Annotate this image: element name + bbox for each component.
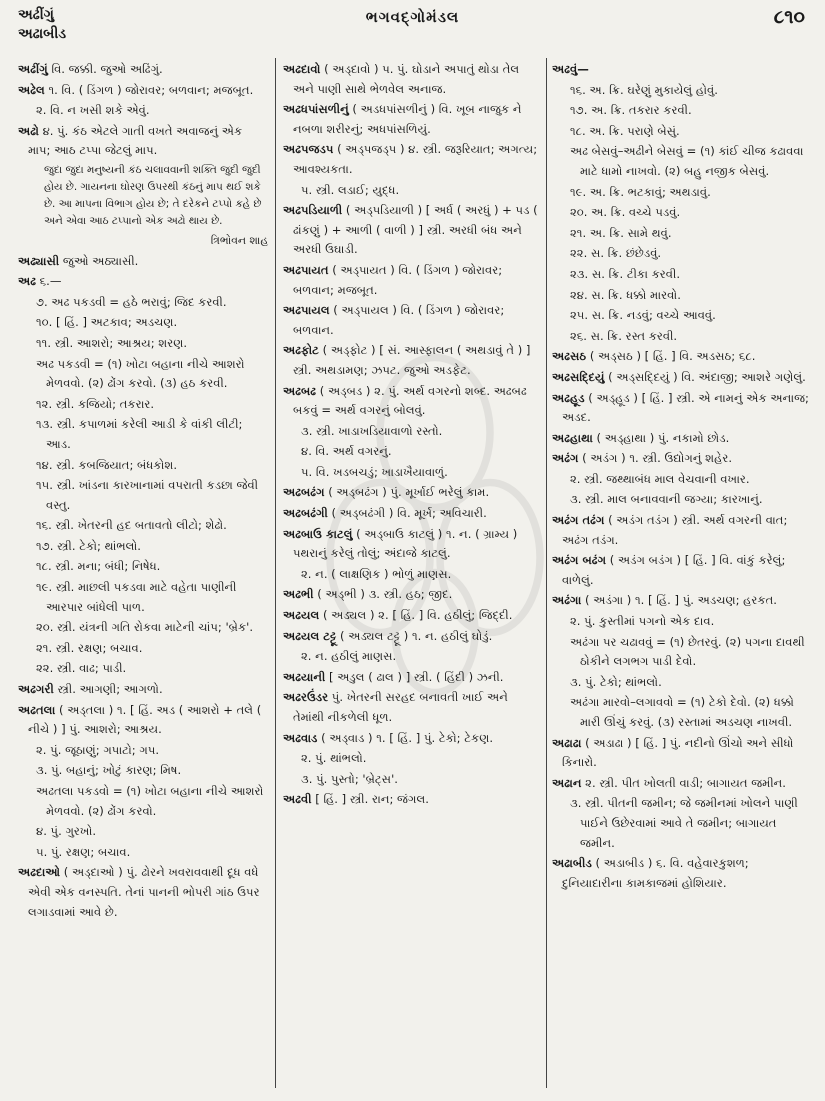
dictionary-entry: અઢદાઓ ( અડ્દાઓ ) પું. ઢોરને ખવરાવવાથી દૂધ વધે એવી એક વનસ્પતિ. તેનાં પાનની ભોપરી ગાંઠ ઉપર લગાડવામાં આવે છે. (18, 865, 260, 919)
entry-sense: ૧૫. સ્ત્રી. ખાંડના કારખાનામાં વપરાતી કડછા જેવી વસ્તુ. (36, 478, 259, 512)
dictionary-entry: અઢતલા ( અડ્તલા ) ૧. [ હિં. અડ ( આશરો + તલે ( નીચે ) ] પું. આશરો; આશ્રય. (18, 702, 262, 737)
entry-sense: ૨૫. સ. ક્રિ. નડવું; વચ્ચે આવવું. (570, 308, 716, 323)
headword: અઢદાવો (283, 62, 321, 76)
running-head: ભગવદ્ગોમંડલ (365, 8, 460, 26)
entry-sense: ૧૭. સ્ત્રી. ટેકો; થાંભલો. (36, 538, 141, 553)
dictionary-entry: અઢયલ ( અડ્યલ ) ૨. [ હિં. ] વિ. હઠીલું; જિદ્દી. (283, 608, 513, 623)
dictionary-entry: અઢપડિયાળી ( અડ્પડિયાળી ) [ અર્ધ ( અરધું ) + પડ ( ઢાંકણું ) + આળી ( વાળી ) ] સ્ત્રી. અરધી બંધ અને અરધી ઉઘાડી. (283, 203, 538, 257)
entry-sense: ૨૦. સ્ત્રી. યંત્રની ગતિ રોકવા માટેની ચાંપ; 'બ્રેક'. (36, 620, 254, 635)
headword: અઢદાઓ (18, 865, 61, 880)
dictionary-entry: અઢહૂડ ( અડ્હૂડ ) [ હિં. ] સ્ત્રી. એ નામનું એક અનાજ; અડદ. (552, 390, 809, 425)
dictionary-entry: અઢસદ્દિયું ( અડ્સદ્દિયું ) વિ. અંદાજી; આશરે ગણેલું. (552, 369, 806, 384)
headword: અઢવી (283, 792, 312, 807)
dictionary-entry: અઢંગ બઢંગ ( અડંગ બડંગ ) [ હિં. ] વિ. વાંકું કરેલું; વાળેલું. (552, 553, 786, 587)
entry-sense: ૧૭. અ. ક્રિ. તકરાર કરવી. (570, 103, 692, 118)
headword: અઢેલ (18, 82, 45, 97)
entry-sense: ૧૨. સ્ત્રી. કજિયો; તકરાર. (36, 396, 155, 411)
headword: અઢવાડ (283, 730, 318, 745)
entry-sense: ૧૯. અ. ક્રિ. ભટકાવું; અથડાવું. (570, 184, 711, 199)
headword: અઢયલ (283, 608, 320, 623)
dictionary-entry: અઢાન ૨. સ્ત્રી. પીત ખોલતી વાડી; બાગાયત જમીન. (552, 775, 786, 790)
dictionary-entry: અઢબાઉ કાટલું ( અડ્બાઉ કાટલું ) ૧. ન. ( ગ્રામ્ય ) પથરાનું કરેલું તોલું; અંદાજે કાટલું. (283, 526, 518, 561)
entry-sense: ૨. ન. હઠીલું માણસ. (301, 649, 397, 664)
headword: અઢપજડપ (283, 142, 334, 157)
dictionary-entry: અઢપજડપ ( અડ્પજડ્પ ) ૪. સ્ત્રી. જરૂરિયાત; અગત્ય; આવશ્યકતા. (283, 142, 538, 176)
entry-sense: ૨૪. સ. ક્રિ. ધક્કો મારવો. (570, 287, 681, 302)
entry-sense: ૧૬. સ્ત્રી. ખેતરની હદ બતાવતો લીટો; શેઢો. (36, 518, 227, 533)
dictionary-entry: અઢવાડ ( અડ્વાડ ) ૧. [ હિં. ] પું. ટેકો; ટેકણ. (283, 730, 493, 745)
dictionary-entry (552, 60, 810, 80)
dictionary-entry: અઢગરી સ્ત્રી. આગણી; આગળો. (18, 682, 163, 697)
headword: અઢતલા (18, 702, 56, 717)
entry-sense: ૧૪. સ્ત્રી. કબજિયાત; બંધકોશ. (36, 457, 178, 472)
entry-sense: ૨૩. સ. ક્રિ. ટીકા કરવી. (570, 266, 681, 281)
entry-sense: ૨. વિ. ન ખસી શકે એવું. (36, 103, 150, 118)
headword: અઢંગ બઢંગ (552, 553, 607, 568)
page-number: ૮૧૦ (773, 6, 805, 28)
dictionary-entry: અઢંગ ( અડંગ ) ૧. સ્ત્રી. ઉદ્યોગનું શહેર. (552, 451, 733, 466)
dictionary-entry: અઢેલ ૧. વિ. ( ડિંગળ ) જોરાવર; બળવાન; મજબૂત. (18, 82, 254, 97)
headword: અઢપાયલ (283, 303, 330, 318)
dictionary-entry: અઢરઉંડર પું. ખેતરની સરહદ બનાવતી ખાઈ અને તેમાંથી નીકળેલી ધૂળ. (283, 690, 508, 724)
entry-sense: ૩. પું. ટેકો; થાંભલો. (570, 674, 662, 689)
headword: અઢપડિયાળી (283, 203, 343, 218)
headword: અઢયાની (283, 669, 326, 684)
guide-word-last: અઢાબીડ (18, 26, 67, 42)
entry-sense: ૨. પું. થાંભલો. (301, 751, 367, 766)
dictionary-entry: અઢભી ( અડ્ભી ) ૩. સ્ત્રી. હઠ; જીદ. (283, 587, 453, 602)
dictionary-entry: અઢધપાંસળીનું ( અડધપાંસળીનું ) વિ. ખૂબ નાજુક ને નબળા શરીરનું; અધપાંસળિયું. (283, 102, 522, 136)
column-1 (18, 60, 268, 923)
entry-sense: ૨૧. અ. ક્રિ. સામે થવું. (570, 225, 672, 240)
entry-sense: અઢંગા પર ચઢાવવું = (૧) છેતરવું. (૨) પગના દાવથી ઠોકીને લગભગ પાડી દેવો. (570, 634, 805, 669)
entry-sense: ૨. ન. ( લાક્ષણિક ) ભોળું માણસ. (301, 566, 452, 581)
dictionary-entry: અઢસઠ ( અડ્સઠ ) [ હિં. ] વિ. અડસઠ; ૬૮. (552, 349, 756, 364)
entry-sense: ૨. સ્ત્રી. જથ્થાબંધ માલ વેચવાની વખાર. (570, 471, 750, 486)
entry-sense: ૩. પું. બહાનું; ખોટું કારણ; મિષ. (36, 763, 182, 778)
headword: અઢયલ ટટ્ટૂ (283, 628, 337, 643)
headword: અઢભી (283, 587, 314, 602)
headword: અઢંગ (552, 451, 579, 466)
headword: અઢાઢા (552, 735, 582, 750)
dictionary-entry: અઢીંગું વિ. જક્કી. જુઓ અઢિંગું. (18, 62, 163, 76)
entry-sense: ૫. પું. રક્ષણ; બચાવ. (36, 844, 131, 859)
entry-sense: ૧૯. સ્ત્રી. માછલી પકડવા માટે વહેતા પાણીની આરપાર બાંધેલી પાળ. (36, 580, 237, 614)
entry-sense: ૨. પું. જૂઠાણું; ગપાટો; ગપ. (36, 742, 160, 757)
headword: અઢ્યાસી (18, 253, 60, 268)
entry-sense: ૩. સ્ત્રી. ખાડાખડિયાવાળો રસ્તો. (301, 423, 443, 438)
headword: અઢબાઉ કાટલું (283, 526, 353, 541)
entry-author: ત્રિભોવન શાહ (210, 233, 268, 247)
entry-sense: ૧૮. અ. ક્રિ. પરાણે બેસું. (570, 123, 680, 138)
dictionary-entry: અઢાબીડ ( અડાબીડ ) ૬. વિ. વહેવારકુશળ; દુનિયાદારીના કામકાજમાં હોશિયાર. (552, 856, 749, 890)
entry-sense: ૧૩. સ્ત્રી. કપાળમાં કરેલી આડી કે વાંકી લીટી; આડ. (36, 417, 243, 451)
entry-sense: ૨૧. સ્ત્રી. રક્ષણ; બચાવ. (36, 640, 143, 655)
dictionary-entry: અઢાઢા ( અડાઢા ) [ હિં. ] પું. નદીનો ઊંચો અને સીધો કિનારો. (552, 735, 794, 770)
entry-sense: ૭. અઢ પકડવી = હઠે ભરાવું; જિદ કરવી. (36, 294, 227, 309)
headword: અઢપાયત (283, 262, 329, 277)
dictionary-entry: અઢપાયલ ( અડ્પાયલ ) વિ. ( ડિંગળ ) જોરાવર; બળવાન. (283, 303, 505, 337)
headword: અઢાબીડ (552, 856, 592, 871)
entry-sense: પ. વિ. ખડબચડું; ખાડાખૈયાવાળું. (301, 464, 448, 479)
dictionary-entry: અઢફોટ ( અડ્ફોટ ) [ સં. આસ્ફાલન ( અથડાવું તે ) ] સ્ત્રી. અથડામણ; ઝપટ. જુઓ અડફેટ. (283, 343, 531, 377)
entry-sense: ૩. સ્ત્રી. માલ બનાવવાની જગ્યા; કારખાનું. (570, 492, 763, 507)
dictionary-entry: અઢહાથા ( અડ્હાથા ) પું. નકામો છોડ. (552, 430, 730, 445)
dictionary-entry: અઢ ૬.— (18, 274, 62, 289)
headword: અઢબઢંગી (283, 506, 328, 521)
entry-sense: ૪. વિ. અર્થ વગરનું. (301, 444, 392, 459)
entry-sense: અઢ પકડવી = (૧) ખોટા બહાના નીચે આશરો મેળવવો. (૨) ઢોંગ કરવો. (૩) હઠ કરવી. (36, 356, 245, 391)
headword: અઢીંગું (18, 62, 48, 76)
entry-sense: ૧૮. સ્ત્રી. મના; બંધી; નિષેધ. (36, 559, 161, 574)
dictionary-entry: અઢયલ ટટ્ટૂ ( અડ્યલ ટટ્ટૂ ) ૧. ન. હઠીલું ઘોડું. (283, 628, 493, 643)
headword: અઢધપાંસળીનું (283, 102, 349, 117)
dictionary-entry: અઢબઢ ( અડ્બડ ) ૨. પું. અર્થ વગરનો શબ્દ. અઢબઢ બકવું = અર્થ વગરનું બોલવું. (283, 383, 527, 418)
headword: અઢ (18, 274, 36, 289)
headword: અઢસઠ (552, 349, 587, 364)
entry-sense: ૨૬. સ. ક્રિ. રસ્ત કરવી. (570, 328, 678, 343)
entry-sense: ૨. પું. કુસ્તીમાં પગનો એક દાવ. (570, 614, 715, 629)
column-2 (283, 60, 541, 811)
dictionary-entry: અઢદાવો ( અડ્દાવો ) પ. પું. ઘોડાને અપાતું થોડા તેલ અને પાણી સાથે ભેળવેલ અનાજ. (283, 62, 520, 96)
column-rule-1 (275, 58, 276, 1088)
entry-sense: ૨૨. સ્ત્રી. વાઢ; પાડી. (36, 661, 127, 676)
headword: અઢસદ્દિયું (552, 369, 605, 384)
headword: અઢરઉંડર (283, 690, 329, 705)
headword: અઢંગા (552, 593, 582, 608)
headword: અઢો (18, 123, 39, 138)
headword: અઢહાથા (552, 430, 593, 445)
dictionary-entry: અઢયાની [ અડુલ ( ઢાલ ) ] સ્ત્રી. ( હિંદી ) ઝની. (283, 669, 504, 684)
entry-sense: પ. સ્ત્રી. લડાઈ; યુદ્ધ. (301, 182, 400, 197)
dictionary-entry: અઢબઢંગ ( અડ્બઢંગ ) પું. મૂર્ખાઈ ભરેલું કામ. (283, 485, 490, 500)
entry-sense: ૩. પું. પુસ્તો; 'બ્રેટ્સ'. (301, 771, 398, 786)
headword: અઢાન (552, 775, 582, 790)
headword: અઢગરી (18, 682, 54, 697)
headword: અઢહૂડ (552, 390, 585, 405)
guide-word-first: અઢીંગું (18, 7, 54, 23)
entry-sense: જુદા જુદા મનુષ્યની કંઠ ચલાવવાની શક્તિ જુદી જુદી હોય છે. ગાયનના ઘોરણ ઉપરથી કંઠનું માપ થઈ શકે છે. આ માપના વિભાગ હોય છે; તે દરેકને ટપ્પો કહે છે અને એવા આઠ ટપ્પાનો એક અઢો થાય છે. (44, 163, 262, 227)
dictionary-entry: અઢો ૪. પું. કંઠ એટલે ગાતી વખતે અવાજનું એક માપ; આઠ ટપ્પા જેટલું માપ. (18, 123, 243, 158)
entry-sense: અઢ બેસવું–અઢીને બેસવું = (૧) કાંઈ ચીજ કઢાવવા માટે ધામો નાખવો. (૨) બહુ નજીક બેસવું. (570, 144, 804, 178)
dictionary-entry: અઢ્યાસી જુઓ અઠ્યાસી. (18, 253, 139, 268)
entry-sense: ૨૨. સ. ક્રિ. છંછેડવું. (570, 246, 662, 261)
headword: અઢવું— (552, 62, 589, 76)
column-3 (552, 60, 810, 894)
dictionary-entry: અઢવી [ હિં. ] સ્ત્રી. રાન; જંગલ. (283, 792, 429, 807)
entry-sense: ૧૧. સ્ત્રી. આશરો; આશ્રય; શરણ. (36, 335, 188, 350)
headword: અઢફોટ (283, 343, 319, 358)
dictionary-entry: અઢંગ તઢંગ ( અડંગ તડંગ ) સ્ત્રી. અર્થ વગરની વાત; અઢંગ તડંગ. (552, 513, 788, 547)
entry-sense: ૨૦. અ. ક્રિ. વચ્ચે પડવું. (570, 205, 681, 220)
entry-sense: ૧૬. અ. ક્રિ. ઘરેણું મુકાયેલું હોવું. (570, 82, 718, 97)
entry-sense: ૩. સ્ત્રી. પીતની જમીન; જે જમીનમાં ખોલને પાણી પાઈને ઉછેરવામાં આવે તે જમીન; બાગાયત જમીન. (570, 796, 798, 850)
headword: અઢબઢંગ (283, 485, 325, 500)
entry-sense: અઢંગા મારવો–લગાવવો = (૧) ટેકો દેવો. (૨) ધક્કો મારી ઊંચું કરવું. (૩) રસ્તામાં અડચણ નાખવી. (570, 695, 794, 729)
column-rule-2 (546, 58, 547, 1088)
dictionary-entry: અઢબઢંગી ( અડ્બઢંગી ) વિ. મૂર્ખ; અવિચારી. (283, 506, 487, 521)
dictionary-entry: અઢપાયત ( અડ્પાયત ) વિ. ( ડિંગળ ) જોરાવર; બળવાન; મજબૂત. (283, 262, 503, 297)
entry-sense: ૪. પું. ગુરખો. (36, 824, 97, 839)
entry-sense: અઢતલા પકડવો = (૧) ખોટા બહાના નીચે આશરો મેળવવો. (૨) ઢોંગ કરવો. (36, 784, 264, 818)
headword: અઢંગ તઢંગ (552, 513, 605, 528)
dictionary-entry: અઢંગા ( અડંગા ) ૧. [ હિં. ] પું. અડચણ; હરકત. (552, 593, 777, 608)
entry-sense: ૧૦. [ હિં. ] અટકાવ; અડચણ. (36, 315, 178, 330)
headword: અઢબઢ (283, 383, 317, 398)
